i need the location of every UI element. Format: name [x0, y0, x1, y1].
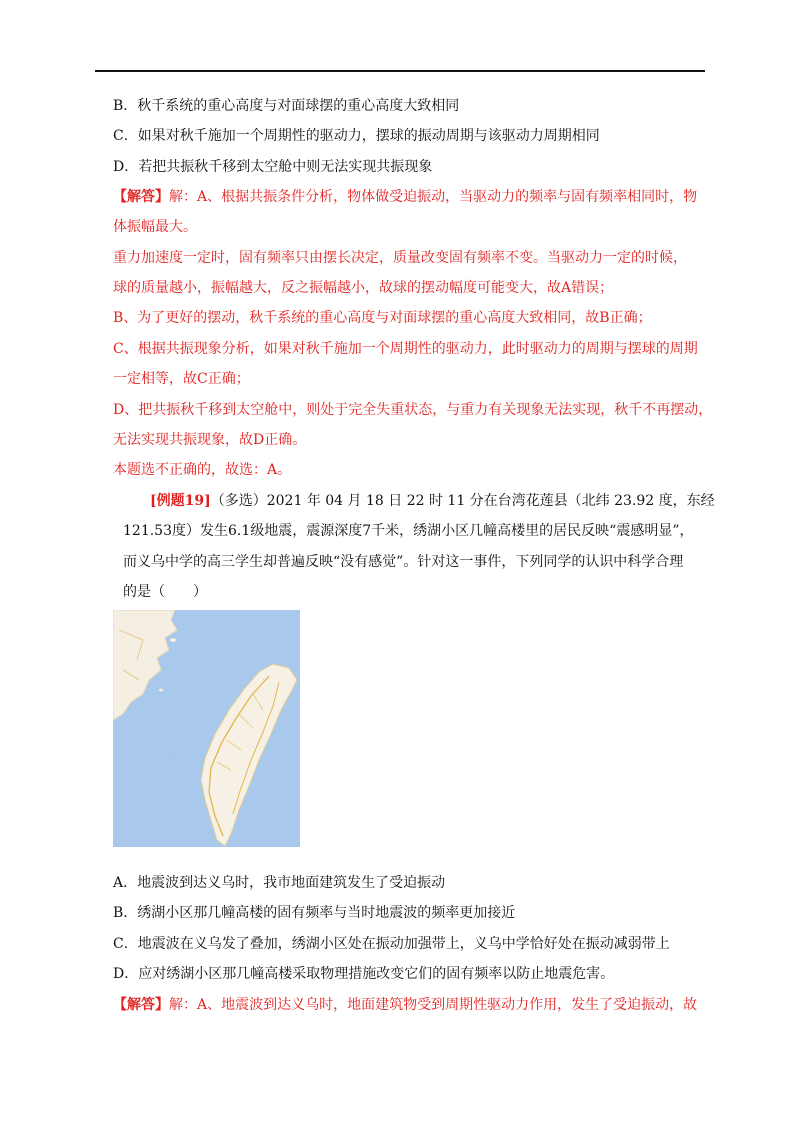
taiwan-map — [113, 610, 300, 847]
answer2-line-1 — [113, 995, 697, 1015]
answer-line-9: 无法实现共振现象，故D正确。 — [113, 432, 307, 448]
answer-line-6: C、根据共振现象分析，如果对秋千施加一个周期性的驱动力，此时驱动力的周期与摆球的周期 — [113, 341, 698, 357]
answer-line-5: B、为了更好的摆动，秋千系统的重心高度与对面球摆的重心高度大致相同，故B正确； — [113, 310, 652, 326]
option2-a: A．地震波到达义乌时，我市地面建筑发生了受迫振动 — [113, 875, 446, 891]
answer-line-2: 体振幅最大。 — [113, 219, 197, 235]
example-tag: [例题19] — [150, 493, 211, 509]
example-line-2: 121.53度）发生6.1级地震，震源深度7千米，绣湖小区几幢高楼里的居民反映“震感明显”， — [123, 523, 694, 539]
svg-text:.: . — [173, 751, 175, 756]
header-rule — [95, 70, 705, 72]
option-d: D．若把共振秋千移到太空舱中则无法实现共振现象 — [113, 159, 433, 175]
answer-line-8: D、把共振秋千移到太空舱中，则处于完全失重状态，与重力有关现象无法实现，秋千不再摆动， — [113, 402, 713, 418]
example-line-4: 的是（ ） — [123, 584, 207, 600]
answer2-tag: 【解答】 — [113, 997, 169, 1013]
answer-tag: 【解答】 — [113, 189, 169, 205]
map-graphic — [113, 610, 300, 847]
example-text: （多选）2021 年 04 月 18 日 22 时 11 分在台湾花莲县（北纬 23.92 度，东经 — [210, 493, 715, 509]
option-b: B．秋千系统的重心高度与对面球摆的重心高度大致相同 — [113, 98, 460, 114]
answer2-text: 解：A、地震波到达义乌时，地面建筑物受到周期性驱动力作用，发生了受迫振动，故 — [169, 997, 698, 1013]
answer-line-7: 一定相等，故C正确； — [113, 371, 250, 387]
example-line-1 — [150, 491, 715, 511]
answer-line-3: 重力加速度一定时，固有频率只由摆长决定，质量改变固有频率不变。当驱动力一定的时候， — [113, 250, 687, 266]
example-line-3: 而义乌中学的高三学生却普遍反映“没有感觉”。针对这一事件，下列同学的认识中科学合理 — [123, 554, 684, 570]
answer-text: 解：A、根据共振条件分析，物体做受迫振动，当驱动力的频率与固有频率相同时，物 — [169, 189, 698, 205]
option2-c: C．地震波在义乌发了叠加，绣湖小区处在振动加强带上，义乌中学恰好处在振动减弱带上 — [113, 936, 670, 952]
answer-line-1 — [113, 187, 697, 207]
answer-line-4: 球的质量越小，振幅越大，反之振幅越小，故球的摆动幅度可能变大，故A错误； — [113, 280, 614, 296]
answer-line-10: 本题选不正确的，故选：A。 — [113, 462, 292, 478]
option2-d: D．应对绣湖小区那几幢高楼采取物理措施改变它们的固有频率以防止地震危害。 — [113, 966, 615, 982]
option2-b: B．绣湖小区那几幢高楼的固有频率与当时地震波的频率更加接近 — [113, 905, 516, 921]
svg-text:.: . — [263, 676, 265, 681]
option-c: C．如果对秋千施加一个周期性的驱动力，摆球的振动周期与该驱动力周期相同 — [113, 128, 600, 144]
